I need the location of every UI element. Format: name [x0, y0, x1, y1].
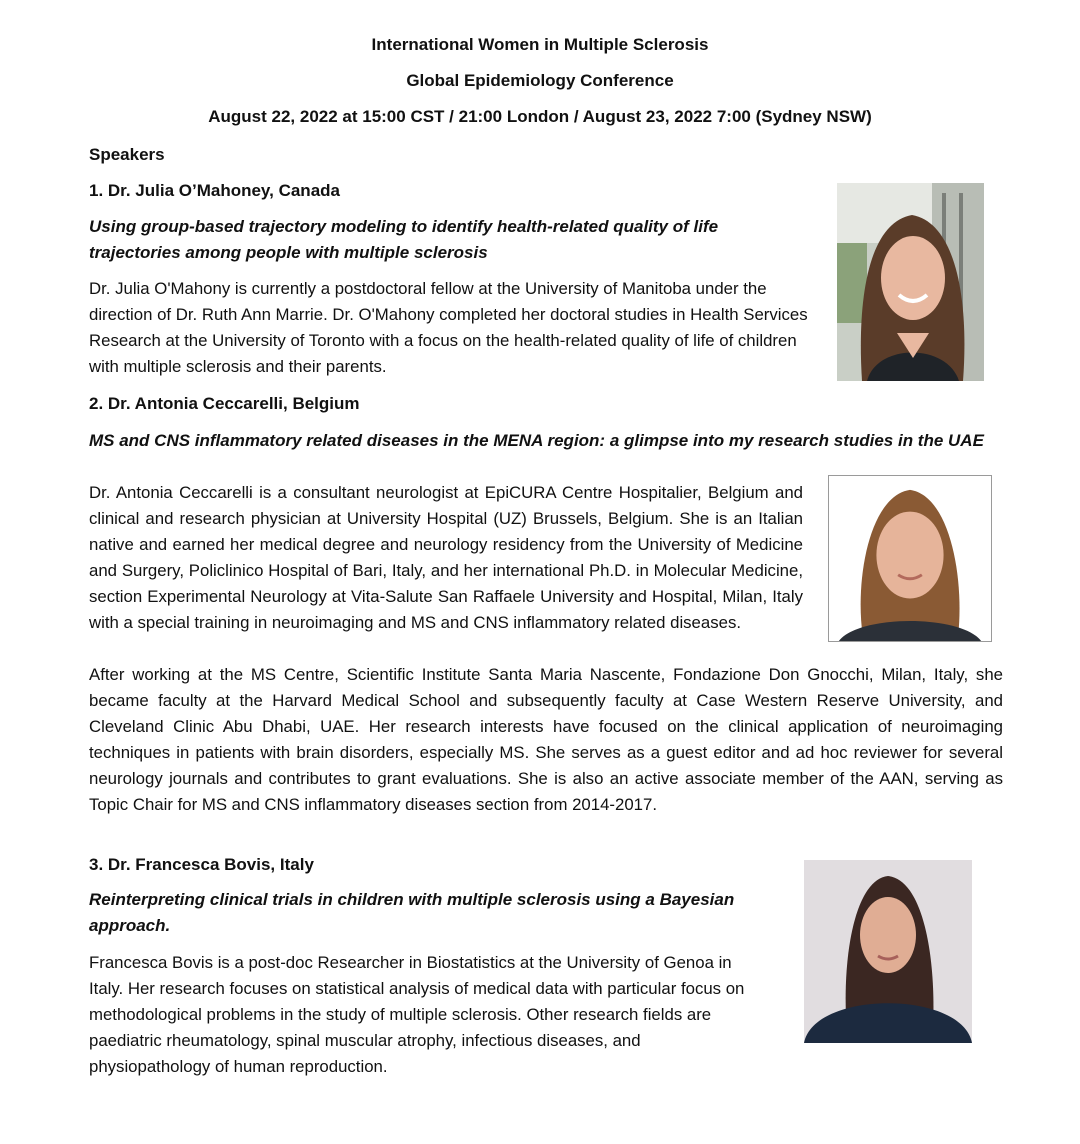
conference-date: August 22, 2022 at 15:00 CST / 21:00 London / August 23, 2022 7:00 (Sydney NSW)	[208, 107, 872, 126]
conference-title: International Women in Multiple Sclerosis	[371, 35, 709, 54]
speaker-2-name: 2. Dr. Antonia Ceccarelli, Belgium	[89, 394, 360, 413]
speaker-3-photo	[804, 860, 972, 1043]
speaker-3-bio: Francesca Bovis is a post-doc Researcher in Biostatistics at the University of Genoa in Italy. Her research focuses on statistical analysis of medical data with particular focus on methodological problems in the study of multiple sclerosis. Other research fields are paediatric rheumatology, spinal muscular atrophy, infectious diseases, and physiopathology of human reproduction.	[89, 953, 745, 1076]
speaker-2-photo	[828, 475, 992, 642]
speaker-3-name: 3. Dr. Francesca Bovis, Italy	[89, 855, 314, 874]
speaker-1-name: 1. Dr. Julia O’Mahoney, Canada	[89, 181, 340, 200]
speaker-2-bio-part2: After working at the MS Centre, Scientific Institute Santa Maria Nascente, Fondazione Don Gnocchi, Milan, Italy, she became faculty at the Harvard Medical School and subsequently faculty at Case Western Reserve University, and Cleveland Clinic Abu Dhabi, UAE. Her research interests have focused on the clinical application of neuroimaging techniques in patients with brain disorders, especially MS. She serves as a guest editor and ad hoc reviewer for several neurology journals and contributes to grant evaluations. She is also an active associate member of the AAN, serving as Topic Chair for MS and CNS inflammatory diseases section from 2014-2017.	[89, 665, 1003, 814]
speaker-3-talk-title: Reinterpreting clinical trials in children with multiple sclerosis using a Bayesian approach.	[89, 890, 735, 935]
speaker-2-talk-title: MS and CNS inflammatory related diseases in the MENA region: a glimpse into my research studies in the UAE	[89, 431, 984, 450]
conference-subtitle: Global Epidemiology Conference	[406, 71, 674, 90]
speaker-1-bio: Dr. Julia O'Mahony is currently a postdoctoral fellow at the University of Manitoba under the direction of Dr. Ruth Ann Marrie. Dr. O'Mahony completed her doctoral studies in Health Services Research at the University of Toronto with a focus on the health-related quality of life of children with multiple sclerosis and their parents.	[89, 279, 808, 376]
speaker-1-photo	[837, 183, 984, 381]
speaker-1-talk-title: Using group-based trajectory modeling to identify health-related quality of life trajectories among people with multiple sclerosis	[89, 217, 719, 262]
speaker-2-bio-part1: Dr. Antonia Ceccarelli is a consultant neurologist at EpiCURA Centre Hospitalier, Belgium and clinical and research physician at University Hospital (UZ) Brussels, Belgium. She is an Italian native and earned her medical degree and neurology residency from the University of Medicine and Surgery, Policlinico Hospital of Bari, Italy, and her international Ph.D. in Molecular Medicine, section Experimental Neurology at Vita-Salute San Raffaele University and Hospital, Milan, Italy with a special training in neuroimaging and MS and CNS inflammatory related diseases.	[89, 483, 803, 632]
speakers-heading: Speakers	[89, 145, 165, 164]
